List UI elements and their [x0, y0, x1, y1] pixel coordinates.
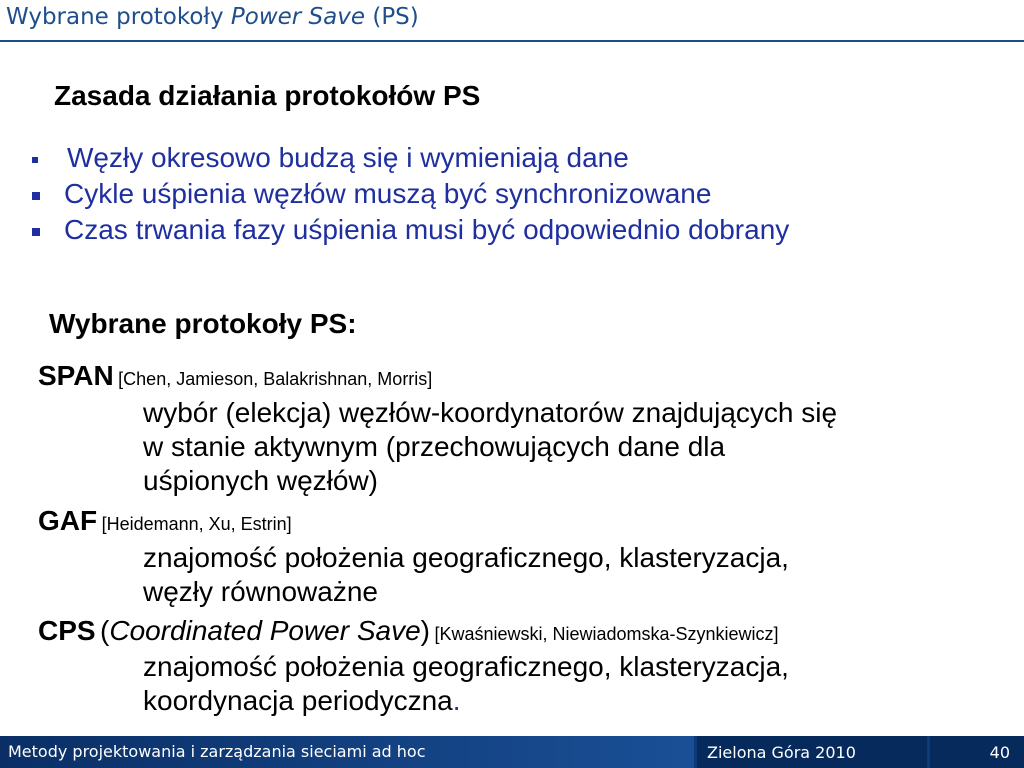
footer-place-year: Zielona Góra 2010 — [707, 743, 856, 762]
protocol-name: GAF — [38, 505, 98, 536]
bullet-square-icon — [32, 228, 40, 236]
description-line: znajomość położenia geograficznego, klasteryzacja, — [143, 542, 789, 573]
section-heading-principle: Zasada działania protokołów PS — [54, 80, 481, 111]
description-line: węzły równoważne — [143, 576, 378, 607]
bullet-text: Cykle uśpienia węzłów muszą być synchronizowane — [64, 178, 712, 209]
bullet-square-icon — [32, 192, 40, 200]
protocol-cps-description — [143, 650, 789, 718]
footer-course-panel — [0, 736, 694, 768]
bullet-square-icon — [32, 157, 38, 163]
protocol-cps-heading — [38, 615, 779, 647]
description-line — [143, 684, 789, 718]
title-prefix: Wybrane protokoły — [6, 4, 231, 30]
description-line: uśpionych węzłów) — [143, 465, 378, 496]
title-italic: Power Save — [230, 4, 366, 30]
paren-close: ) — [420, 615, 430, 646]
protocol-authors: [Heidemann, Xu, Estrin] — [101, 514, 292, 534]
description-line: w stanie aktywnym (przechowujących dane dla — [143, 431, 726, 462]
slide-title — [6, 4, 419, 30]
section-heading-protocols: Wybrane protokoły PS: — [49, 308, 357, 339]
title-suffix: (PS) — [365, 4, 419, 30]
footer-course-title: Metody projektowania i zarządzania sieciami ad hoc — [8, 742, 426, 761]
bullet-item — [30, 214, 990, 250]
protocol-span-description — [143, 396, 837, 498]
description-line: wybór (elekcja) węzłów-koordynatorów znajdujących się — [143, 397, 838, 428]
protocol-authors: [Kwaśniewski, Niewiadomska-Szynkiewicz] — [434, 624, 779, 644]
protocol-gaf-description — [143, 541, 789, 609]
description-line: znajomość położenia geograficznego, klasteryzacja, — [143, 651, 789, 682]
slide-footer — [0, 736, 1024, 768]
bullet-item — [30, 178, 990, 214]
protocol-gaf-heading — [38, 505, 292, 537]
page-number: 40 — [989, 743, 1010, 762]
protocol-span-heading — [38, 360, 432, 392]
paren-open: ( — [100, 615, 110, 646]
protocol-full-name: Coordinated Power Save — [109, 615, 421, 646]
bullet-item — [30, 142, 990, 178]
description-line-text: koordynacja periodyczna — [143, 685, 453, 716]
protocol-name: SPAN — [38, 360, 114, 391]
principle-bullet-list — [30, 142, 990, 250]
protocol-name: CPS — [38, 615, 96, 646]
bullet-text: Czas trwania fazy uśpienia musi być odpowiednio dobrany — [64, 214, 790, 245]
footer-page-panel — [930, 736, 1024, 768]
footer-place-panel — [697, 736, 927, 768]
bullet-text: Węzły okresowo budzą się i wymieniają dane — [67, 142, 629, 173]
protocol-authors: [Chen, Jamieson, Balakrishnan, Morris] — [118, 369, 433, 389]
slide-header — [0, 0, 1024, 42]
final-dot: . — [452, 685, 461, 716]
